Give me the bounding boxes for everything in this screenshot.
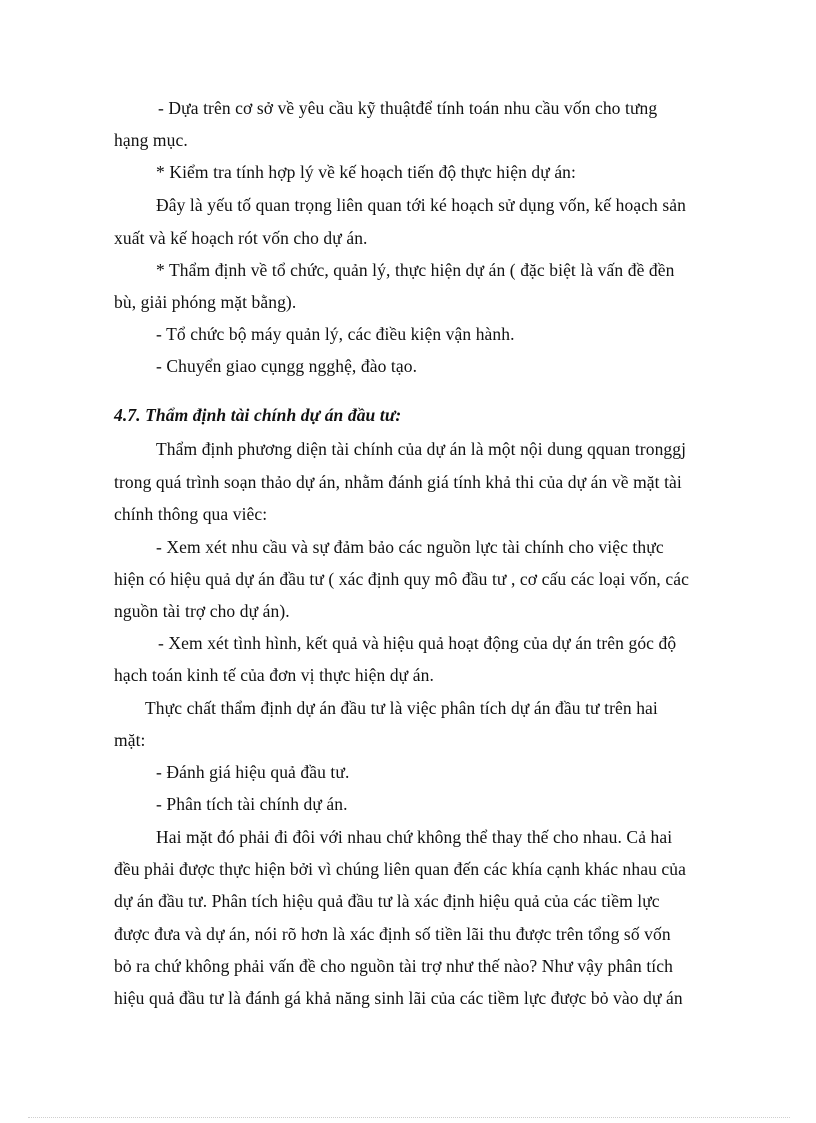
text-line-14: - Xem xét nhu cầu và sự đảm bảo các nguồn lực tài chính cho việc thực bbox=[156, 537, 664, 557]
text-line-16: nguồn tài trợ cho dự án). bbox=[114, 601, 290, 621]
text-line-25: dự án đầu tư. Phân tích hiệu quả đầu tư là xác định hiệu quả của các tiềm lực bbox=[114, 891, 660, 911]
text-line-15: hiện có hiệu quả dự án đầu tư ( xác định quy mô đầu tư , cơ cấu các loại vốn, các bbox=[114, 569, 689, 589]
text-line-2: hạng mục. bbox=[114, 130, 188, 150]
text-line-8: - Tổ chức bộ máy quản lý, các điều kiện vận hành. bbox=[156, 324, 515, 344]
section-heading: 4.7. Thẩm định tài chính dự án đầu tư: bbox=[114, 405, 402, 425]
text-line-19: Thực chất thẩm định dự án đầu tư là việc phân tích dự án đầu tư trên hai bbox=[145, 698, 658, 718]
text-line-9: - Chuyển giao cụngg ngghệ, đào tạo. bbox=[156, 356, 418, 376]
page-bottom-divider bbox=[28, 1117, 790, 1118]
text-line-11: Thẩm định phương diện tài chính của dự án là một nội dung qquan tronggj bbox=[156, 439, 687, 459]
text-line-12: trong quá trình soạn thảo dự án, nhằm đánh giá tính khả thi của dự án về mặt tài bbox=[114, 472, 682, 492]
text-line-18: hạch toán kinh tế của đơn vị thực hiện dự án. bbox=[114, 665, 434, 685]
text-line-1: - Dựa trên cơ sở về yêu cầu kỹ thuậtđể tính toán nhu cầu vốn cho tưng bbox=[158, 98, 658, 118]
text-line-24: đều phải được thực hiện bởi vì chúng liên quan đến các khía cạnh khác nhau của bbox=[114, 859, 687, 879]
text-line-22: - Phân tích tài chính dự án. bbox=[156, 794, 348, 814]
text-line-4: Đây là yếu tố quan trọng liên quan tới ké hoạch sử dụng vốn, kế hoạch sản bbox=[156, 195, 687, 215]
text-line-21: - Đánh giá hiệu quả đầu tư. bbox=[156, 762, 350, 782]
text-line-27: bỏ ra chứ không phải vấn đề cho nguồn tài trợ như thế nào? Như vậy phân tích bbox=[114, 956, 673, 976]
text-line-23: Hai mặt đó phải đi đôi với nhau chứ không thể thay thế cho nhau. Cả hai bbox=[156, 827, 673, 847]
text-line-7: bù, giải phóng mặt bằng). bbox=[114, 292, 297, 312]
text-line-5: xuất và kế hoạch rót vốn cho dự án. bbox=[114, 228, 368, 248]
text-line-28: hiệu quả đầu tư là đánh gá khả năng sinh lãi của các tiềm lực được bỏ vào dự án bbox=[114, 988, 683, 1008]
text-line-17: - Xem xét tình hình, kết quả và hiệu quả hoạt động của dự án trên góc độ bbox=[158, 633, 677, 653]
text-line-6: * Thẩm định về tổ chức, quản lý, thực hiện dự án ( đặc biệt là vấn đề đền bbox=[156, 260, 675, 280]
text-line-3: * Kiểm tra tính hợp lý về kế hoạch tiến độ thực hiện dự án: bbox=[156, 162, 576, 182]
text-line-20: mặt: bbox=[114, 730, 146, 750]
text-line-26: được đưa và dự án, nói rõ hơn là xác định số tiền lãi thu được trên tổng số vốn bbox=[114, 924, 671, 944]
text-line-13: chính thông qua viêc: bbox=[114, 504, 268, 524]
